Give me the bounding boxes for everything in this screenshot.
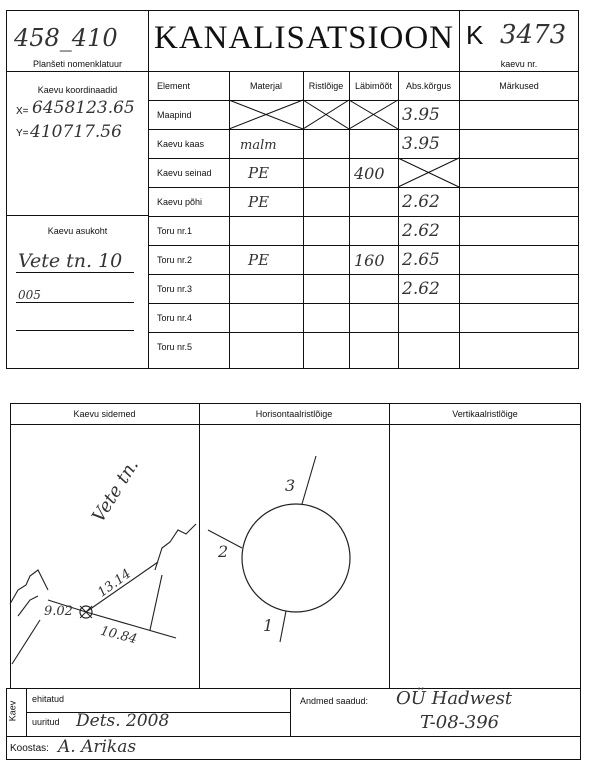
horizontal-section-label: Horisontaalristlõige [255, 409, 333, 419]
col-header-material: Materjal [249, 81, 282, 91]
location-label: Kaevu asukoht [47, 226, 108, 236]
built-label: ehitatud [32, 694, 65, 704]
coord-x-value: 6458123.65 [32, 98, 135, 118]
data-from-value-1: OÜ Hadwest [396, 688, 513, 709]
cell-abs: 2.62 [402, 192, 440, 212]
cell-diameter: 400 [354, 164, 385, 183]
data-from-label: Andmed saadud: [300, 696, 369, 706]
cell-abs: 3.95 [402, 134, 440, 154]
nomenclature-label: Planšeti nomenklatuur [32, 59, 123, 69]
row-element: Toru nr.4 [157, 313, 193, 323]
tie-dim-902: 9.02 [44, 604, 73, 619]
street-label: Vete tn. [88, 455, 143, 527]
tie-dim-1084: 10.84 [98, 623, 139, 648]
data-from-value-2: T-08-396 [420, 712, 500, 733]
compiled-label: Koostas: [10, 743, 49, 754]
row-element: Toru nr.1 [157, 226, 193, 236]
col-header-abs-elevation: Abs.kõrgus [405, 81, 452, 91]
coord-y-prefix: Y= [16, 128, 29, 139]
location-line1: Vete tn. 10 [18, 250, 123, 272]
well-number-value: 3473 [500, 20, 567, 50]
tie-dim-1314: 13.14 [95, 566, 135, 601]
vertical-section-label: Vertikaalristlõige [452, 409, 518, 419]
well-number-prefix: K [466, 20, 484, 50]
row-element: Maapind [157, 110, 192, 120]
pipe-3-label: 3 [285, 476, 296, 495]
cell-abs: 2.62 [402, 279, 440, 299]
row-element: Kaevu kaas [157, 139, 205, 149]
surveyed-label: uuritud [32, 717, 60, 727]
row-element: Toru nr.5 [157, 342, 193, 352]
col-header-element: Element [157, 81, 191, 91]
cell-abs: 2.65 [402, 250, 440, 270]
row-element: Toru nr.3 [157, 284, 193, 294]
location-line2: 005 [18, 288, 41, 302]
row-element: Kaevu põhi [157, 197, 203, 207]
cell-material: malm [240, 138, 277, 153]
cell-material: PE [248, 164, 270, 182]
surveyed-value: Dets. 2008 [76, 711, 170, 731]
pipe-1-label: 1 [263, 616, 274, 635]
compiled-value: A. Arikas [58, 737, 137, 757]
cell-material: PE [248, 193, 270, 211]
coordinates-label: Kaevu koordinaadid [37, 85, 118, 95]
coord-x-prefix: X= [16, 106, 29, 117]
cell-abs: 3.95 [402, 105, 440, 125]
pipe-2-label: 2 [218, 542, 229, 561]
well-number-label: kaevu nr. [500, 59, 538, 69]
cell-abs: 2.62 [402, 221, 440, 241]
col-header-remarks: Märkused [499, 81, 539, 91]
row-element: Toru nr.2 [157, 255, 193, 265]
page-title: KANALISATSIOON [154, 20, 454, 56]
row-element: Kaevu seinad [157, 168, 212, 178]
ties-label: Kaevu sidemed [73, 409, 136, 419]
coord-y-value: 410717.56 [30, 122, 122, 142]
cell-diameter: 160 [354, 251, 385, 270]
nomenclature-value: 458_410 [14, 24, 118, 52]
col-header-cross-section: Ristlõige [308, 81, 344, 91]
col-header-diameter: Läbimõõt [354, 81, 393, 91]
well-side-label: Kaev [7, 700, 18, 722]
cell-material: PE [248, 251, 270, 269]
